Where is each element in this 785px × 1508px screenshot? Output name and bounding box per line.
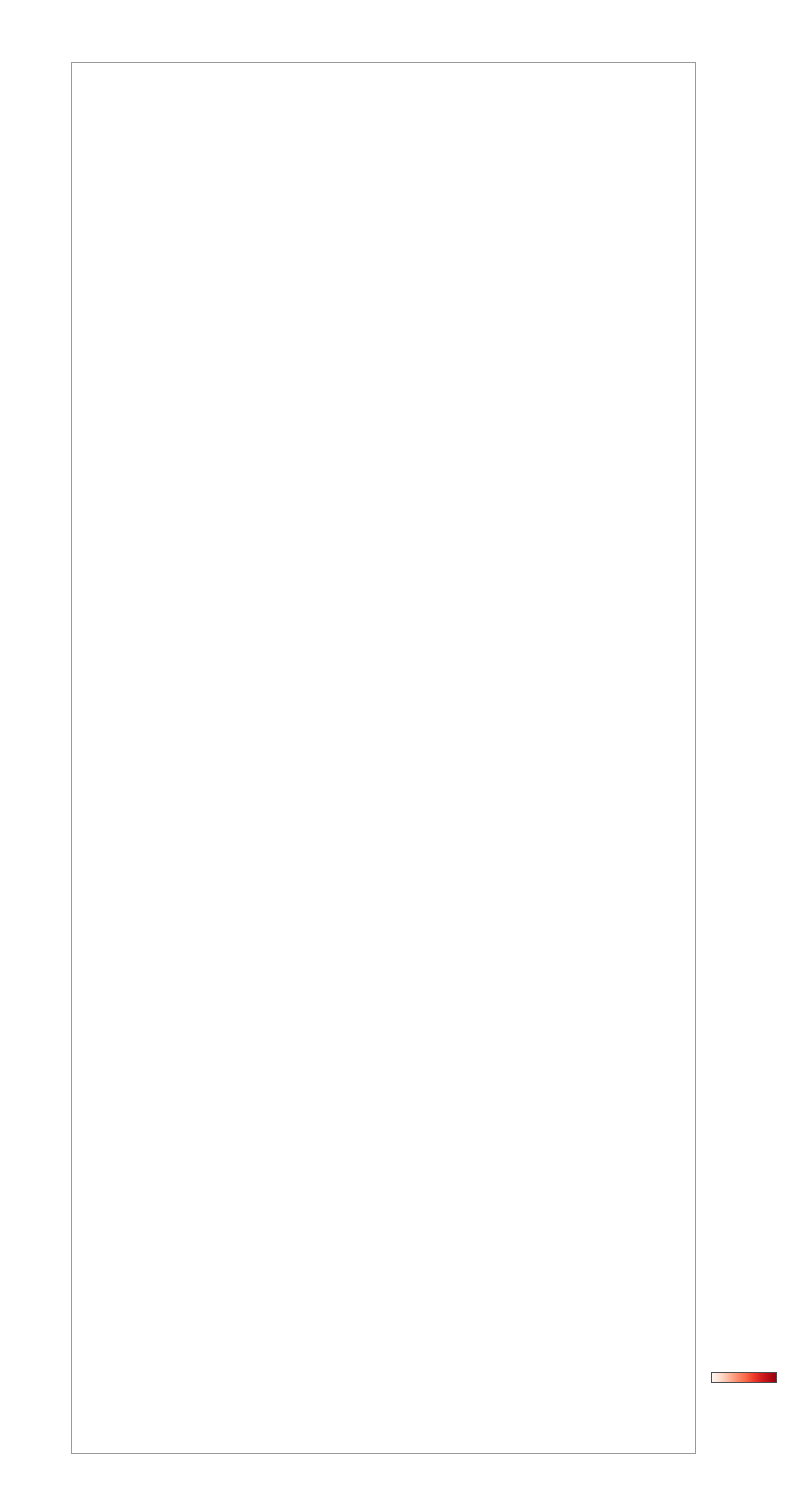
group-bracket-layer [0,0,785,70]
plot-border [71,62,696,1454]
gene-label-axis [0,62,68,1454]
bottom-axis [0,1454,785,1508]
dotplot-grid[interactable] [71,62,696,1454]
colorbar [711,1372,777,1383]
